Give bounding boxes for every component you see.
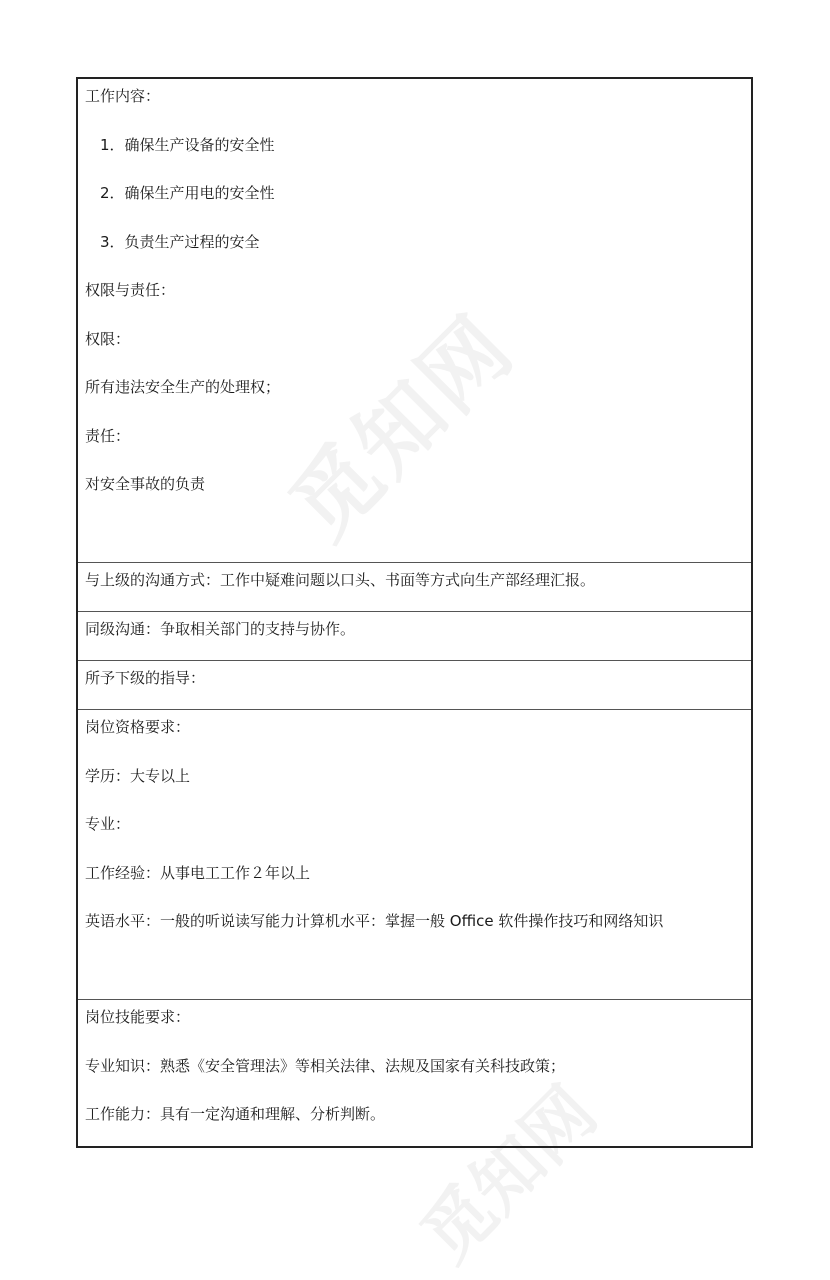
professional-knowledge: 专业知识：熟悉《安全管理法》等相关法律、法规及国家有关科技政策； [85, 1056, 566, 1075]
skills-heading: 岗位技能要求： [85, 1008, 191, 1026]
peer-communication-section [78, 612, 751, 661]
responsibility-label: 责任： [85, 426, 131, 445]
duty-item: 3．负责生产过程的安全 [100, 232, 260, 251]
experience-requirement: 工作经验：从事电工工作２年以上 [85, 863, 311, 882]
authority-responsibility-heading: 权限与责任： [85, 281, 176, 299]
superior-communication-section [78, 563, 751, 612]
responsibility-text: 对安全事故的负责 [85, 475, 206, 493]
duties-heading: 工作内容： [85, 87, 161, 105]
duty-item: 2．确保生产用电的安全性 [100, 184, 275, 202]
skills-section [78, 1000, 751, 1146]
duty-item: 1．确保生产设备的安全性 [100, 135, 275, 154]
authority-text: 所有违法安全生产的处理权； [85, 378, 281, 396]
education-requirement: 学历：大专以上 [85, 766, 191, 785]
major-requirement: 专业： [85, 815, 131, 833]
duties-section [78, 79, 751, 563]
job-description-table [76, 77, 753, 1148]
peer-communication-text: 同级沟通：争取相关部门的支持与协作。 [85, 620, 356, 638]
work-ability: 工作能力：具有一定沟通和理解、分析判断。 [85, 1105, 386, 1123]
authority-label: 权限： [85, 329, 131, 348]
watermark-bottom: 觅知网 [405, 1071, 613, 1278]
language-computer-requirement: 英语水平：一般的听说读写能力计算机水平：掌握一般 Office 软件操作技巧和网络知识 [85, 912, 664, 930]
subordinate-guidance-text: 所予下级的指导： [85, 669, 206, 687]
watermark: 觅知网 [271, 296, 534, 559]
superior-communication-text: 与上级的沟通方式：工作中疑难问题以口头、书面等方式向生产部经理汇报。 [85, 571, 596, 589]
qualifications-section [78, 710, 751, 1000]
qualifications-heading: 岗位资格要求： [85, 718, 191, 736]
subordinate-guidance-section [78, 661, 751, 710]
